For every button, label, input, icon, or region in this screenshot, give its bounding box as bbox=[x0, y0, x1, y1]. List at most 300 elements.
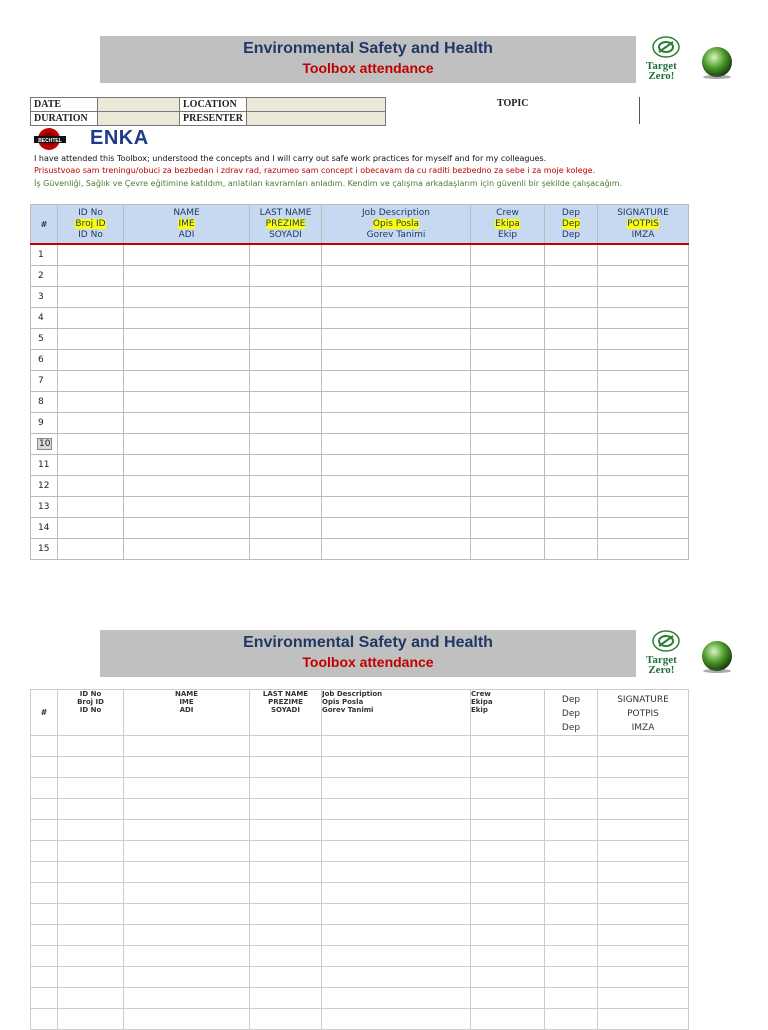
form-title-2: Environmental Safety and Health bbox=[243, 634, 493, 651]
cell-name[interactable] bbox=[124, 371, 250, 392]
table-row bbox=[31, 967, 689, 988]
cell-last-name[interactable] bbox=[250, 413, 322, 434]
cell-id[interactable] bbox=[58, 799, 124, 820]
cell-id[interactable] bbox=[58, 497, 124, 518]
globe-icon bbox=[700, 45, 734, 79]
table-row bbox=[31, 862, 689, 883]
cell-last-name[interactable] bbox=[250, 820, 322, 841]
cell-crew[interactable] bbox=[471, 350, 545, 371]
cell-job[interactable] bbox=[322, 988, 471, 1009]
cell-crew[interactable] bbox=[471, 244, 545, 266]
cell-id[interactable] bbox=[58, 244, 124, 266]
cell-last-name[interactable] bbox=[250, 371, 322, 392]
statement-english: I have attended this Toolbox; understood the concepts and I will carry out safe work practices for myself and for my colleagues. bbox=[34, 154, 547, 163]
row-number: 10 bbox=[31, 434, 58, 455]
cell-name[interactable] bbox=[124, 946, 250, 967]
company-name: ENKA bbox=[90, 127, 149, 149]
cell-id[interactable] bbox=[58, 308, 124, 329]
cell-dep[interactable] bbox=[545, 904, 598, 925]
cell-job[interactable] bbox=[322, 757, 471, 778]
date-field[interactable] bbox=[98, 98, 180, 112]
cell-id[interactable] bbox=[58, 329, 124, 350]
cell-signature[interactable] bbox=[598, 287, 689, 308]
statement-bosnian: Prisustvoao sam treningu/obuci za bezbedan i zdrav rad, razumeo sam concept i obecavam da cu raditi bezbedno za sebe i za moje kolege. bbox=[34, 166, 596, 175]
cell-crew[interactable] bbox=[471, 967, 545, 988]
cell-crew[interactable] bbox=[471, 841, 545, 862]
cell-signature[interactable] bbox=[598, 392, 689, 413]
cell-id[interactable] bbox=[58, 434, 124, 455]
table-row bbox=[31, 287, 689, 308]
col-number-2: # bbox=[31, 690, 58, 736]
cell-id[interactable] bbox=[58, 988, 124, 1009]
cell-name[interactable] bbox=[124, 841, 250, 862]
cell-name[interactable] bbox=[124, 883, 250, 904]
cell-name[interactable] bbox=[124, 497, 250, 518]
cell-last-name[interactable] bbox=[250, 1009, 322, 1030]
cell-signature[interactable] bbox=[598, 820, 689, 841]
table-row bbox=[31, 497, 689, 518]
cell-crew[interactable] bbox=[471, 862, 545, 883]
col-dep-2: Dep Dep Dep bbox=[545, 690, 598, 736]
cell-dep[interactable] bbox=[545, 539, 598, 560]
header-banner bbox=[100, 36, 636, 83]
row-number: 4 bbox=[31, 308, 58, 329]
cell-name[interactable] bbox=[124, 350, 250, 371]
cell-crew[interactable] bbox=[471, 925, 545, 946]
table-row bbox=[31, 476, 689, 497]
cell-name[interactable] bbox=[124, 308, 250, 329]
row-number: 11 bbox=[31, 455, 58, 476]
table-row bbox=[31, 883, 689, 904]
row-number: 13 bbox=[31, 497, 58, 518]
cell-last-name[interactable] bbox=[250, 497, 322, 518]
cell-id[interactable] bbox=[58, 862, 124, 883]
cell-last-name[interactable] bbox=[250, 476, 322, 497]
cell-dep[interactable] bbox=[545, 413, 598, 434]
cell-job[interactable] bbox=[322, 266, 471, 287]
cell-id[interactable] bbox=[58, 904, 124, 925]
cell-last-name[interactable] bbox=[250, 287, 322, 308]
cell-name[interactable] bbox=[124, 862, 250, 883]
no-symbol-icon bbox=[650, 35, 682, 59]
table-row bbox=[31, 778, 689, 799]
cell-dep[interactable] bbox=[545, 434, 598, 455]
cell-id[interactable] bbox=[58, 476, 124, 497]
cell-last-name[interactable] bbox=[250, 455, 322, 476]
cell-dep[interactable] bbox=[545, 820, 598, 841]
cell-id[interactable] bbox=[58, 1009, 124, 1030]
row-number bbox=[31, 946, 58, 967]
cell-crew[interactable] bbox=[471, 287, 545, 308]
cell-id[interactable] bbox=[58, 455, 124, 476]
table-row bbox=[31, 434, 689, 455]
form-subtitle-2: Toolbox attendance bbox=[302, 654, 434, 670]
cell-dep[interactable] bbox=[545, 287, 598, 308]
cell-id[interactable] bbox=[58, 539, 124, 560]
col-id-2: ID No Broj ID ID No bbox=[58, 690, 124, 736]
location-field[interactable] bbox=[247, 98, 386, 112]
cell-job[interactable] bbox=[322, 434, 471, 455]
cell-last-name[interactable] bbox=[250, 266, 322, 287]
cell-name[interactable] bbox=[124, 455, 250, 476]
header-banner-2 bbox=[100, 630, 636, 677]
cell-last-name[interactable] bbox=[250, 736, 322, 757]
cell-job[interactable] bbox=[322, 287, 471, 308]
table-row bbox=[31, 371, 689, 392]
cell-crew[interactable] bbox=[471, 371, 545, 392]
table-row bbox=[31, 736, 689, 757]
cell-job[interactable] bbox=[322, 778, 471, 799]
table-row bbox=[31, 946, 689, 967]
cell-dep[interactable] bbox=[545, 799, 598, 820]
cell-crew[interactable] bbox=[471, 988, 545, 1009]
cell-last-name[interactable] bbox=[250, 946, 322, 967]
cell-name[interactable] bbox=[124, 967, 250, 988]
cell-crew[interactable] bbox=[471, 518, 545, 539]
cell-crew[interactable] bbox=[471, 799, 545, 820]
table-row bbox=[31, 413, 689, 434]
cell-signature[interactable] bbox=[598, 455, 689, 476]
form-title: Environmental Safety and Health bbox=[243, 40, 493, 57]
cell-last-name[interactable] bbox=[250, 967, 322, 988]
location-label: LOCATION bbox=[180, 98, 247, 112]
table-row bbox=[31, 757, 689, 778]
cell-name[interactable] bbox=[124, 329, 250, 350]
cell-last-name[interactable] bbox=[250, 329, 322, 350]
target-zero-logo-2 bbox=[640, 629, 736, 679]
cell-name[interactable] bbox=[124, 518, 250, 539]
cell-crew[interactable] bbox=[471, 434, 545, 455]
meeting-info-table bbox=[30, 97, 386, 126]
cell-last-name[interactable] bbox=[250, 244, 322, 266]
cell-signature[interactable] bbox=[598, 925, 689, 946]
cell-name[interactable] bbox=[124, 757, 250, 778]
cell-signature[interactable] bbox=[598, 841, 689, 862]
table-row bbox=[31, 350, 689, 371]
cell-id[interactable] bbox=[58, 757, 124, 778]
row-number: 15 bbox=[31, 539, 58, 560]
cell-id[interactable] bbox=[58, 883, 124, 904]
cell-name[interactable] bbox=[124, 1009, 250, 1030]
cell-job[interactable] bbox=[322, 308, 471, 329]
row-number: 12 bbox=[31, 476, 58, 497]
cell-crew[interactable] bbox=[471, 413, 545, 434]
duration-field[interactable] bbox=[98, 112, 180, 126]
row-number bbox=[31, 757, 58, 778]
cell-crew[interactable] bbox=[471, 736, 545, 757]
cell-dep[interactable] bbox=[545, 778, 598, 799]
topic-label: TOPIC bbox=[497, 98, 529, 109]
cell-signature[interactable] bbox=[598, 862, 689, 883]
cell-dep[interactable] bbox=[545, 308, 598, 329]
row-number: 3 bbox=[31, 287, 58, 308]
cell-signature[interactable] bbox=[598, 799, 689, 820]
cell-job[interactable] bbox=[322, 244, 471, 266]
cell-crew[interactable] bbox=[471, 329, 545, 350]
row-number: 7 bbox=[31, 371, 58, 392]
cell-name[interactable] bbox=[124, 778, 250, 799]
row-number: 2 bbox=[31, 266, 58, 287]
cell-last-name[interactable] bbox=[250, 841, 322, 862]
cell-signature[interactable] bbox=[598, 946, 689, 967]
col-last-name: LAST NAME PREZIME SOYADI bbox=[250, 205, 322, 245]
cell-crew[interactable] bbox=[471, 392, 545, 413]
cell-job[interactable] bbox=[322, 862, 471, 883]
attendance-table-2 bbox=[30, 689, 689, 1030]
cell-job[interactable] bbox=[322, 736, 471, 757]
cell-signature[interactable] bbox=[598, 266, 689, 287]
cell-dep[interactable] bbox=[545, 350, 598, 371]
table-row bbox=[31, 308, 689, 329]
cell-signature[interactable] bbox=[598, 736, 689, 757]
cell-id[interactable] bbox=[58, 820, 124, 841]
row-number: 9 bbox=[31, 413, 58, 434]
cell-id[interactable] bbox=[58, 736, 124, 757]
cell-signature[interactable] bbox=[598, 757, 689, 778]
cell-signature[interactable] bbox=[598, 329, 689, 350]
cell-signature[interactable] bbox=[598, 967, 689, 988]
cell-signature[interactable] bbox=[598, 350, 689, 371]
cell-job[interactable] bbox=[322, 329, 471, 350]
cell-job[interactable] bbox=[322, 413, 471, 434]
row-number: 5 bbox=[31, 329, 58, 350]
table-row bbox=[31, 518, 689, 539]
col-last-name-2: LAST NAME PREZIME SOYADI bbox=[250, 690, 322, 736]
cell-name[interactable] bbox=[124, 244, 250, 266]
cell-last-name[interactable] bbox=[250, 539, 322, 560]
cell-signature[interactable] bbox=[598, 883, 689, 904]
svg-text:BECHTEL: BECHTEL bbox=[38, 137, 62, 144]
cell-name[interactable] bbox=[124, 287, 250, 308]
bechtel-seal-icon bbox=[34, 126, 68, 152]
cell-crew[interactable] bbox=[471, 266, 545, 287]
cell-dep[interactable] bbox=[545, 329, 598, 350]
row-number bbox=[31, 988, 58, 1009]
cell-last-name[interactable] bbox=[250, 434, 322, 455]
cell-name[interactable] bbox=[124, 988, 250, 1009]
row-number bbox=[31, 1009, 58, 1030]
cell-dep[interactable] bbox=[545, 497, 598, 518]
cell-name[interactable] bbox=[124, 266, 250, 287]
col-job-description: Job Description Opis Posla Gorev Tanimi bbox=[322, 205, 471, 245]
form-subtitle: Toolbox attendance bbox=[302, 60, 434, 76]
cell-job[interactable] bbox=[322, 518, 471, 539]
presenter-label: PRESENTER bbox=[180, 112, 247, 126]
table-row bbox=[31, 988, 689, 1009]
cell-id[interactable] bbox=[58, 841, 124, 862]
cell-signature[interactable] bbox=[598, 497, 689, 518]
cell-dep[interactable] bbox=[545, 266, 598, 287]
no-symbol-icon bbox=[650, 629, 682, 653]
row-number bbox=[31, 862, 58, 883]
cell-last-name[interactable] bbox=[250, 308, 322, 329]
cell-signature[interactable] bbox=[598, 434, 689, 455]
cell-last-name[interactable] bbox=[250, 778, 322, 799]
cell-last-name[interactable] bbox=[250, 518, 322, 539]
company-logo bbox=[34, 126, 149, 152]
cell-last-name[interactable] bbox=[250, 988, 322, 1009]
col-crew: Crew Ekipa Ekip bbox=[471, 205, 545, 245]
row-number: 8 bbox=[31, 392, 58, 413]
table-row bbox=[31, 904, 689, 925]
cell-last-name[interactable] bbox=[250, 350, 322, 371]
cell-crew[interactable] bbox=[471, 820, 545, 841]
duration-label: DURATION bbox=[31, 112, 98, 126]
cell-dep[interactable] bbox=[545, 736, 598, 757]
cell-crew[interactable] bbox=[471, 497, 545, 518]
cell-id[interactable] bbox=[58, 350, 124, 371]
cell-crew[interactable] bbox=[471, 946, 545, 967]
table-row bbox=[31, 455, 689, 476]
cell-crew[interactable] bbox=[471, 778, 545, 799]
cell-signature[interactable] bbox=[598, 308, 689, 329]
cell-job[interactable] bbox=[322, 350, 471, 371]
cell-id[interactable] bbox=[58, 413, 124, 434]
cell-job[interactable] bbox=[322, 1009, 471, 1030]
cell-id[interactable] bbox=[58, 266, 124, 287]
cell-last-name[interactable] bbox=[250, 757, 322, 778]
cell-name[interactable] bbox=[124, 736, 250, 757]
cell-job[interactable] bbox=[322, 967, 471, 988]
cell-dep[interactable] bbox=[545, 841, 598, 862]
cell-id[interactable] bbox=[58, 925, 124, 946]
row-number: 1 bbox=[31, 244, 58, 266]
cell-dep[interactable] bbox=[545, 988, 598, 1009]
cell-job[interactable] bbox=[322, 455, 471, 476]
cell-job[interactable] bbox=[322, 925, 471, 946]
cell-crew[interactable] bbox=[471, 883, 545, 904]
row-number bbox=[31, 904, 58, 925]
cell-signature[interactable] bbox=[598, 1009, 689, 1030]
cell-name[interactable] bbox=[124, 904, 250, 925]
table-row bbox=[31, 392, 689, 413]
cell-job[interactable] bbox=[322, 497, 471, 518]
cell-dep[interactable] bbox=[545, 1009, 598, 1030]
cell-job[interactable] bbox=[322, 841, 471, 862]
cell-id[interactable] bbox=[58, 778, 124, 799]
cell-crew[interactable] bbox=[471, 455, 545, 476]
target-zero-logo bbox=[640, 35, 736, 85]
cell-signature[interactable] bbox=[598, 476, 689, 497]
cell-last-name[interactable] bbox=[250, 862, 322, 883]
cell-job[interactable] bbox=[322, 392, 471, 413]
cell-dep[interactable] bbox=[545, 518, 598, 539]
table-row bbox=[31, 841, 689, 862]
cell-crew[interactable] bbox=[471, 904, 545, 925]
cell-crew[interactable] bbox=[471, 1009, 545, 1030]
row-number: 6 bbox=[31, 350, 58, 371]
cell-id[interactable] bbox=[58, 392, 124, 413]
cell-name[interactable] bbox=[124, 413, 250, 434]
statement-turkish: İş Güvenliği, Sağlık ve Çevre eğitimine katıldım, anlatılan kavramları anladım. Kendim ve çalışma arkadaşlarım için güvenli bir şekilde çalışacağım. bbox=[34, 179, 623, 188]
cell-job[interactable] bbox=[322, 371, 471, 392]
row-number bbox=[31, 736, 58, 757]
cell-job[interactable] bbox=[322, 820, 471, 841]
cell-signature[interactable] bbox=[598, 904, 689, 925]
cell-id[interactable] bbox=[58, 946, 124, 967]
cell-id[interactable] bbox=[58, 371, 124, 392]
cell-signature[interactable] bbox=[598, 518, 689, 539]
cell-signature[interactable] bbox=[598, 244, 689, 266]
cell-crew[interactable] bbox=[471, 308, 545, 329]
cell-job[interactable] bbox=[322, 883, 471, 904]
table-row bbox=[31, 1009, 689, 1030]
presenter-field[interactable] bbox=[247, 112, 386, 126]
cell-signature[interactable] bbox=[598, 539, 689, 560]
cell-crew[interactable] bbox=[471, 539, 545, 560]
cell-last-name[interactable] bbox=[250, 392, 322, 413]
cell-dep[interactable] bbox=[545, 862, 598, 883]
col-number: # bbox=[31, 205, 58, 245]
cell-job[interactable] bbox=[322, 476, 471, 497]
cell-signature[interactable] bbox=[598, 988, 689, 1009]
cell-dep[interactable] bbox=[545, 946, 598, 967]
row-number bbox=[31, 778, 58, 799]
cell-name[interactable] bbox=[124, 476, 250, 497]
col-name: NAME IME ADI bbox=[124, 205, 250, 245]
col-dep: Dep Dep Dep bbox=[545, 205, 598, 245]
table-row bbox=[31, 329, 689, 350]
table-header-row-2 bbox=[31, 690, 689, 736]
globe-icon bbox=[700, 639, 734, 673]
cell-last-name[interactable] bbox=[250, 925, 322, 946]
cell-signature[interactable] bbox=[598, 778, 689, 799]
col-crew-2: Crew Ekipa Ekip bbox=[471, 690, 545, 736]
cell-signature[interactable] bbox=[598, 413, 689, 434]
cell-crew[interactable] bbox=[471, 757, 545, 778]
cell-name[interactable] bbox=[124, 539, 250, 560]
cell-dep[interactable] bbox=[545, 455, 598, 476]
cell-name[interactable] bbox=[124, 925, 250, 946]
row-number bbox=[31, 841, 58, 862]
cell-dep[interactable] bbox=[545, 967, 598, 988]
row-number bbox=[31, 883, 58, 904]
cell-job[interactable] bbox=[322, 946, 471, 967]
table-row bbox=[31, 266, 689, 287]
cell-signature[interactable] bbox=[598, 371, 689, 392]
cell-dep[interactable] bbox=[545, 371, 598, 392]
cell-dep[interactable] bbox=[545, 392, 598, 413]
cell-dep[interactable] bbox=[545, 757, 598, 778]
topic-divider bbox=[639, 97, 640, 124]
cell-crew[interactable] bbox=[471, 476, 545, 497]
cell-name[interactable] bbox=[124, 820, 250, 841]
target-zero-text: Target Zero! bbox=[646, 60, 677, 82]
cell-id[interactable] bbox=[58, 287, 124, 308]
cell-job[interactable] bbox=[322, 799, 471, 820]
attendance-table bbox=[30, 204, 689, 560]
col-signature-2: SIGNATURE POTPIS IMZA bbox=[598, 690, 689, 736]
cell-last-name[interactable] bbox=[250, 904, 322, 925]
cell-name[interactable] bbox=[124, 799, 250, 820]
cell-dep[interactable] bbox=[545, 476, 598, 497]
table-row bbox=[31, 925, 689, 946]
cell-id[interactable] bbox=[58, 518, 124, 539]
cell-job[interactable] bbox=[322, 904, 471, 925]
cell-job[interactable] bbox=[322, 539, 471, 560]
cell-id[interactable] bbox=[58, 967, 124, 988]
row-number bbox=[31, 799, 58, 820]
cell-name[interactable] bbox=[124, 434, 250, 455]
cell-dep[interactable] bbox=[545, 925, 598, 946]
row-number bbox=[31, 820, 58, 841]
cell-last-name[interactable] bbox=[250, 799, 322, 820]
cell-dep[interactable] bbox=[545, 244, 598, 266]
cell-name[interactable] bbox=[124, 392, 250, 413]
cell-last-name[interactable] bbox=[250, 883, 322, 904]
table-row bbox=[31, 244, 689, 266]
cell-dep[interactable] bbox=[545, 883, 598, 904]
